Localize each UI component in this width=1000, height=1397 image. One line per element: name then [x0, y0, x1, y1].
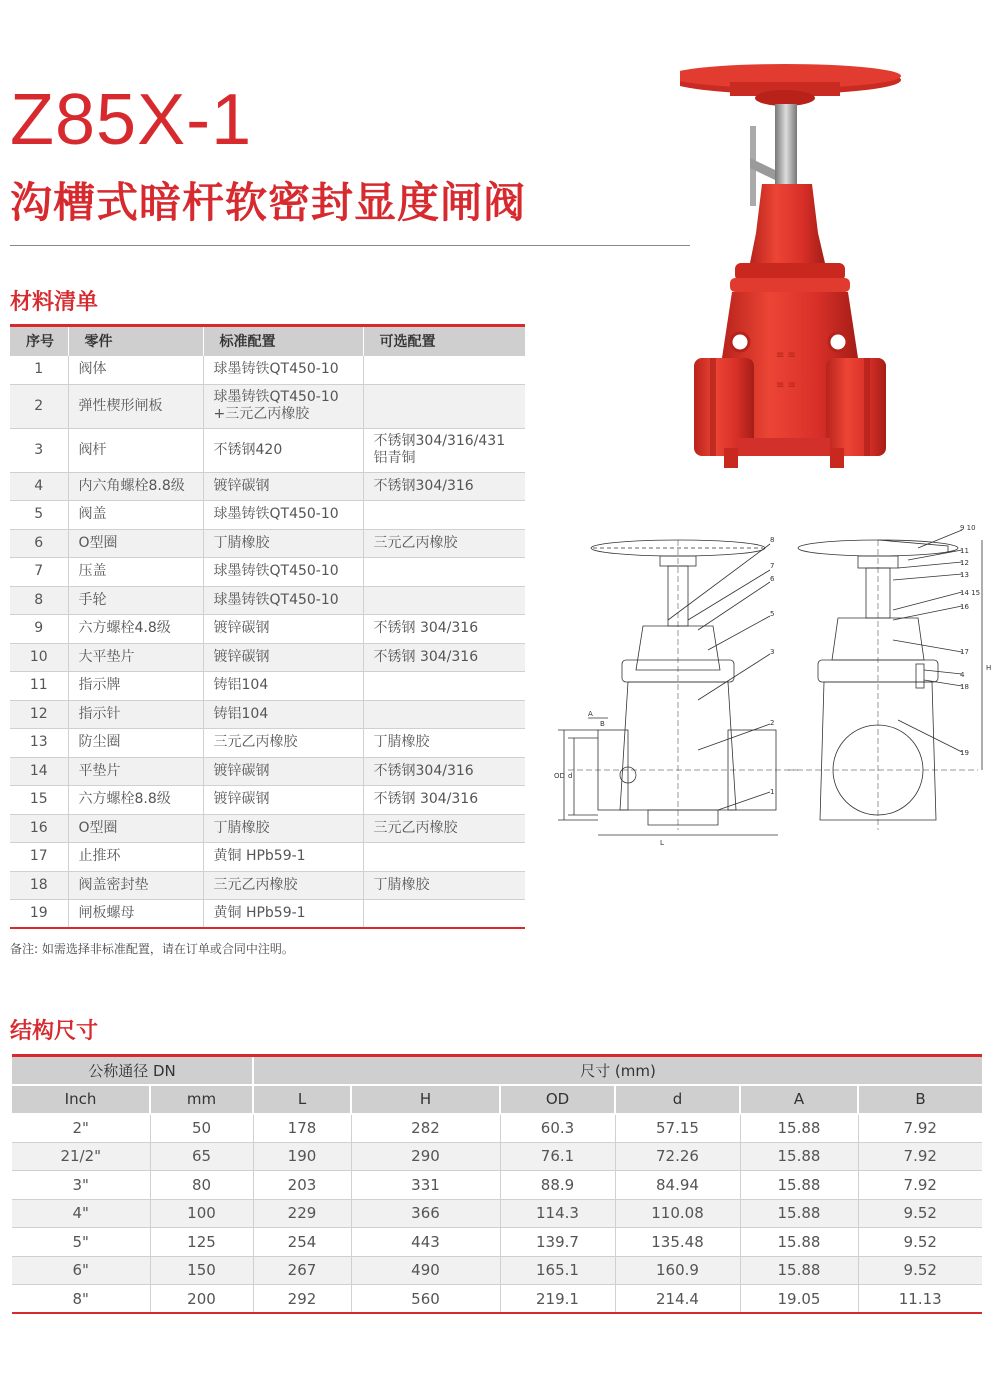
- table-row: [10, 786, 525, 815]
- cell-no: 12: [10, 700, 68, 729]
- cell-od: 114.3: [500, 1199, 615, 1228]
- callout-9-10: 9 10: [960, 524, 976, 532]
- cell-standard: 镀锌碳钢: [203, 472, 363, 501]
- table-row: [10, 586, 525, 615]
- cell-optional: 丁腈橡胶: [363, 729, 525, 758]
- callout-16: 16: [960, 603, 969, 611]
- callout-12: 12: [960, 559, 969, 567]
- cell-optional: [363, 900, 525, 929]
- cell-h: 366: [351, 1199, 500, 1228]
- cell-no: 16: [10, 814, 68, 843]
- cell-no: 3: [10, 428, 68, 472]
- group-header-dn: 公称通径 DN: [12, 1056, 253, 1085]
- cell-optional: [363, 356, 525, 385]
- table-row: [10, 558, 525, 587]
- cell-l: 190: [253, 1142, 351, 1171]
- cell-part: 压盖: [68, 558, 203, 587]
- cell-no: 1: [10, 356, 68, 385]
- cell-d: 57.15: [615, 1114, 740, 1143]
- product-model: Z85X-1: [10, 80, 253, 160]
- cell-standard: 丁腈橡胶: [203, 814, 363, 843]
- cell-b: 11.13: [858, 1285, 982, 1314]
- cell-a: 19.05: [740, 1285, 858, 1314]
- cell-mm: 50: [150, 1114, 253, 1143]
- cell-d: 72.26: [615, 1142, 740, 1171]
- cell-part: 指示针: [68, 700, 203, 729]
- cell-inch: 4": [12, 1199, 150, 1228]
- cell-optional: [363, 558, 525, 587]
- cell-standard: 球墨铸铁QT450-10: [203, 558, 363, 587]
- callout-4: 4: [960, 671, 965, 679]
- table-row: [10, 529, 525, 558]
- table-row: [10, 757, 525, 786]
- col-header-l: L: [253, 1085, 351, 1114]
- col-header-standard: 标准配置: [203, 326, 363, 356]
- cell-standard: 镀锌碳钢: [203, 786, 363, 815]
- cell-standard: 球墨铸铁QT450-10: [203, 501, 363, 530]
- cell-part: 阀盖: [68, 501, 203, 530]
- cell-mm: 80: [150, 1171, 253, 1200]
- cell-inch: 5": [12, 1228, 150, 1257]
- cell-part: 闸板螺母: [68, 900, 203, 929]
- col-header-b: B: [858, 1085, 982, 1114]
- col-header-part: 零件: [68, 326, 203, 356]
- cell-l: 267: [253, 1256, 351, 1285]
- table-row: [10, 700, 525, 729]
- cell-optional: [363, 672, 525, 701]
- cell-no: 17: [10, 843, 68, 872]
- cell-no: 4: [10, 472, 68, 501]
- cell-h: 560: [351, 1285, 500, 1314]
- dim-label-b: B: [600, 720, 605, 728]
- callout-19: 19: [960, 749, 969, 757]
- materials-note: 备注: 如需选择非标准配置，请在订单或合同中注明。: [10, 942, 294, 956]
- cell-no: 11: [10, 672, 68, 701]
- table-row: [10, 384, 525, 428]
- cell-b: 7.92: [858, 1142, 982, 1171]
- cell-standard: 球墨铸铁QT450-10: [203, 356, 363, 385]
- cell-part: 阀体: [68, 356, 203, 385]
- callout-2: 2: [770, 719, 775, 727]
- cell-h: 331: [351, 1171, 500, 1200]
- col-header-od: OD: [500, 1085, 615, 1114]
- cell-optional: 三元乙丙橡胶: [363, 814, 525, 843]
- col-header-a: A: [740, 1085, 858, 1114]
- cell-a: 15.88: [740, 1256, 858, 1285]
- cell-h: 490: [351, 1256, 500, 1285]
- cell-standard: 丁腈橡胶: [203, 529, 363, 558]
- cell-optional: 不锈钢304/316/431 铝青铜: [363, 428, 525, 472]
- dimensions-section-title: 结构尺寸: [10, 1019, 99, 1044]
- cell-l: 254: [253, 1228, 351, 1257]
- cell-no: 15: [10, 786, 68, 815]
- cell-mm: 100: [150, 1199, 253, 1228]
- cell-inch: 2": [12, 1114, 150, 1143]
- cell-inch: 8": [12, 1285, 150, 1314]
- cell-inch: 21/2": [12, 1142, 150, 1171]
- cell-part: 六方螺栓4.8级: [68, 615, 203, 644]
- cell-optional: 不锈钢 304/316: [363, 615, 525, 644]
- svg-text:≡ ≡: ≡ ≡: [776, 380, 796, 391]
- side-section-view: [558, 540, 798, 835]
- cell-optional: 不锈钢 304/316: [363, 786, 525, 815]
- table-row: [12, 1199, 982, 1228]
- callout-7: 7: [770, 562, 775, 570]
- cell-od: 139.7: [500, 1228, 615, 1257]
- cell-d: 214.4: [615, 1285, 740, 1314]
- cell-b: 9.52: [858, 1199, 982, 1228]
- table-row: [10, 843, 525, 872]
- cell-standard: 球墨铸铁QT450-10 +三元乙丙橡胶: [203, 384, 363, 428]
- table-row: [10, 356, 525, 385]
- cell-optional: 不锈钢 304/316: [363, 643, 525, 672]
- table-row: [10, 428, 525, 472]
- front-view: [788, 530, 982, 830]
- table-row: [10, 900, 525, 929]
- product-name: 沟槽式暗杆软密封显度闸阀: [10, 178, 527, 227]
- cell-part: 指示牌: [68, 672, 203, 701]
- dim-label-l: L: [660, 839, 664, 847]
- cell-part: 阀杆: [68, 428, 203, 472]
- table-row: [10, 729, 525, 758]
- svg-text:≡ ≡: ≡ ≡: [776, 350, 796, 361]
- table-row: [10, 615, 525, 644]
- cell-od: 219.1: [500, 1285, 615, 1314]
- cell-standard: 镀锌碳钢: [203, 615, 363, 644]
- cell-part: 内六角螺栓8.8级: [68, 472, 203, 501]
- title-divider: [10, 245, 690, 246]
- table-row: [10, 814, 525, 843]
- table-row: [12, 1256, 982, 1285]
- callout-11: 11: [960, 547, 969, 555]
- cell-od: 88.9: [500, 1171, 615, 1200]
- col-header-d: d: [615, 1085, 740, 1114]
- cell-part: 大平垫片: [68, 643, 203, 672]
- cell-od: 165.1: [500, 1256, 615, 1285]
- col-header-no: 序号: [10, 326, 68, 356]
- cell-part: 平垫片: [68, 757, 203, 786]
- col-header-mm: mm: [150, 1085, 253, 1114]
- cell-a: 15.88: [740, 1171, 858, 1200]
- cell-mm: 200: [150, 1285, 253, 1314]
- cell-standard: 镀锌碳钢: [203, 643, 363, 672]
- cell-optional: [363, 700, 525, 729]
- cell-no: 19: [10, 900, 68, 929]
- cell-no: 5: [10, 501, 68, 530]
- callout-14-15: 14 15: [960, 589, 981, 597]
- cell-l: 203: [253, 1171, 351, 1200]
- cell-part: 手轮: [68, 586, 203, 615]
- table-row: [12, 1114, 982, 1143]
- cell-part: O型圈: [68, 814, 203, 843]
- table-row: [10, 672, 525, 701]
- cell-part: 阀盖密封垫: [68, 871, 203, 900]
- table-row: [12, 1285, 982, 1314]
- cell-b: 7.92: [858, 1171, 982, 1200]
- cell-standard: 三元乙丙橡胶: [203, 729, 363, 758]
- cell-no: 2: [10, 384, 68, 428]
- cell-part: 止推环: [68, 843, 203, 872]
- col-header-optional: 可选配置: [363, 326, 525, 356]
- callout-6: 6: [770, 575, 775, 583]
- dimensions-table: [12, 1054, 982, 1314]
- dim-label-a: A: [588, 710, 593, 718]
- cell-standard: 镀锌碳钢: [203, 757, 363, 786]
- group-header-size: 尺寸 (mm): [253, 1056, 982, 1085]
- cell-d: 110.08: [615, 1199, 740, 1228]
- cell-part: O型圈: [68, 529, 203, 558]
- cell-a: 15.88: [740, 1228, 858, 1257]
- col-header-inch: Inch: [12, 1085, 150, 1114]
- table-row: [12, 1171, 982, 1200]
- materials-table: [10, 324, 525, 929]
- callout-5: 5: [770, 610, 775, 618]
- cell-standard: 铸铝104: [203, 672, 363, 701]
- cell-standard: 不锈钢420: [203, 428, 363, 472]
- cell-h: 443: [351, 1228, 500, 1257]
- cell-part: 防尘圈: [68, 729, 203, 758]
- cell-optional: [363, 501, 525, 530]
- cell-h: 290: [351, 1142, 500, 1171]
- cell-no: 9: [10, 615, 68, 644]
- cell-mm: 65: [150, 1142, 253, 1171]
- cell-l: 292: [253, 1285, 351, 1314]
- callout-13: 13: [960, 571, 969, 579]
- cell-no: 8: [10, 586, 68, 615]
- cell-l: 178: [253, 1114, 351, 1143]
- cell-a: 15.88: [740, 1199, 858, 1228]
- cell-inch: 6": [12, 1256, 150, 1285]
- table-row: [10, 501, 525, 530]
- cell-a: 15.88: [740, 1142, 858, 1171]
- cell-a: 15.88: [740, 1114, 858, 1143]
- table-row: [10, 871, 525, 900]
- cell-optional: [363, 843, 525, 872]
- cell-no: 6: [10, 529, 68, 558]
- callout-3: 3: [770, 648, 775, 656]
- cell-standard: 铸铝104: [203, 700, 363, 729]
- dimensions-table-body: [12, 1114, 982, 1314]
- cell-od: 60.3: [500, 1114, 615, 1143]
- materials-section-title: 材料清单: [10, 290, 99, 315]
- cell-no: 18: [10, 871, 68, 900]
- technical-drawing: [548, 520, 998, 850]
- cell-optional: 不锈钢304/316: [363, 757, 525, 786]
- cell-b: 7.92: [858, 1114, 982, 1143]
- cell-standard: 黄铜 HPb59-1: [203, 843, 363, 872]
- cell-h: 282: [351, 1114, 500, 1143]
- cell-d: 160.9: [615, 1256, 740, 1285]
- dim-label-od: OD: [554, 772, 565, 780]
- cell-standard: 黄铜 HPb59-1: [203, 900, 363, 929]
- cell-mm: 125: [150, 1228, 253, 1257]
- cell-d: 84.94: [615, 1171, 740, 1200]
- cell-optional: [363, 586, 525, 615]
- table-row: [10, 472, 525, 501]
- cell-standard: 球墨铸铁QT450-10: [203, 586, 363, 615]
- cell-l: 229: [253, 1199, 351, 1228]
- cell-no: 7: [10, 558, 68, 587]
- cell-od: 76.1: [500, 1142, 615, 1171]
- cell-part: 六方螺栓8.8级: [68, 786, 203, 815]
- cell-optional: 丁腈橡胶: [363, 871, 525, 900]
- cell-d: 135.48: [615, 1228, 740, 1257]
- cell-b: 9.52: [858, 1256, 982, 1285]
- dim-label-h: H: [986, 664, 992, 672]
- cell-standard: 三元乙丙橡胶: [203, 871, 363, 900]
- callout-8: 8: [770, 536, 775, 544]
- col-header-h: H: [351, 1085, 500, 1114]
- table-row: [10, 643, 525, 672]
- cell-b: 9.52: [858, 1228, 982, 1257]
- table-row: [12, 1142, 982, 1171]
- callout-17: 17: [960, 648, 969, 656]
- table-row: [12, 1228, 982, 1257]
- cell-no: 10: [10, 643, 68, 672]
- valve-photo: [680, 58, 920, 478]
- materials-table-body: [10, 356, 525, 929]
- cell-no: 14: [10, 757, 68, 786]
- dim-label-d: d: [568, 772, 573, 780]
- cell-optional: 三元乙丙橡胶: [363, 529, 525, 558]
- callout-1: 1: [770, 788, 775, 796]
- callout-18: 18: [960, 683, 969, 691]
- cell-inch: 3": [12, 1171, 150, 1200]
- cell-mm: 150: [150, 1256, 253, 1285]
- cell-optional: 不锈钢304/316: [363, 472, 525, 501]
- cell-optional: [363, 384, 525, 428]
- cell-part: 弹性楔形闸板: [68, 384, 203, 428]
- cell-no: 13: [10, 729, 68, 758]
